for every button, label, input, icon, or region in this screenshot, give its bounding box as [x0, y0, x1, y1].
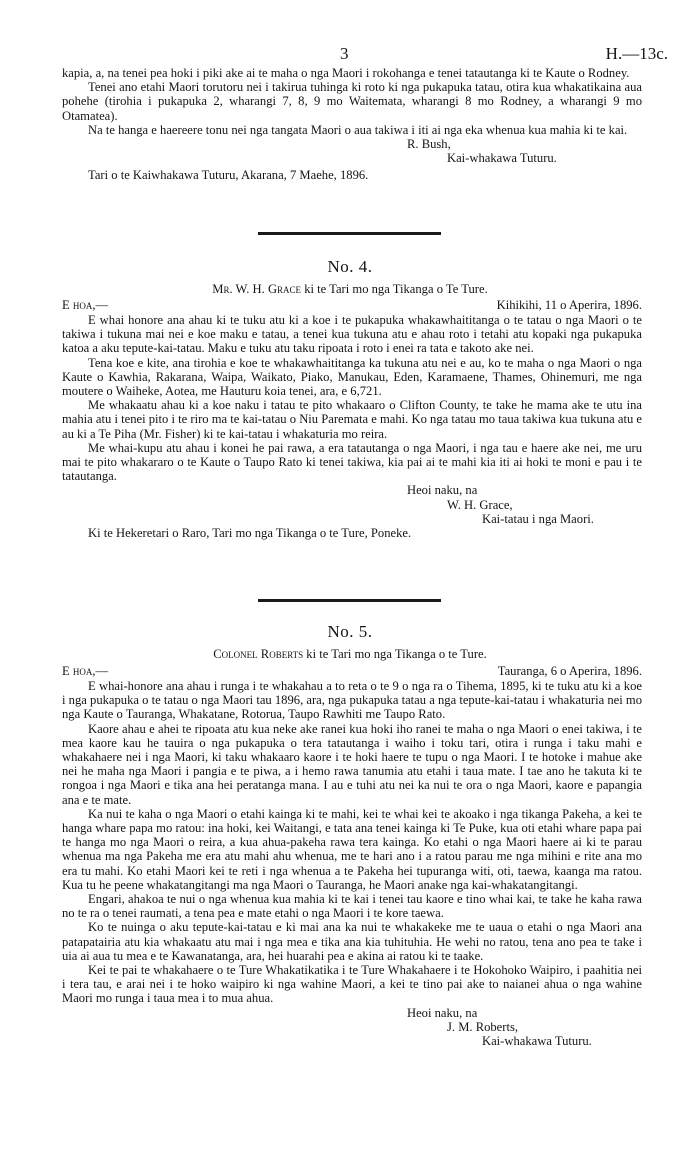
signature-title: Kai-whakawa Tuturu.: [482, 1034, 592, 1049]
section-divider: [258, 232, 441, 235]
letter-no5: [62, 664, 642, 1048]
greeting: E hoa,—: [62, 664, 109, 678]
section-heading-no4: No. 4.: [327, 257, 373, 276]
signature-title: Kai-whakawa Tuturu.: [447, 151, 557, 166]
signature-name: W. H. Grace,: [447, 497, 513, 512]
greeting-row: [62, 298, 642, 313]
closing: Heoi naku, na: [407, 1005, 478, 1020]
paragraph: Ka nui te kaha o nga Maori o etahi kainga ki te mahi, kei te whai kei te akoako i nga tikanga Pakeha, a kei te hanga whare papa mo ratou: ina hoki, kei Waitangi, e tata ana tenei kainga ki Te Puke, kua oti etahi whare papa pai te hanga mo nga Maori o reira, a kua ahua-pakeha rawa tera kainga. Ko etahi o nga Maori haere ai ki te parau whenua ma nga Pakeha me era atu mahi ahu whenua, me te hari ano i a ratou parau me nga mihini e rite ana mo era tu mahi. Ko etahi Maori kei te reti i nga whenua a te Pakeha hei tupuranga witi, oti, taewa, kaanga ma ratou. Kua tu he peene whakatangitangi ma nga Maori o Tauranga, he Maori anake nga kai-whakatangitangi.: [62, 806, 642, 892]
paragraph: Tenei ano etahi Maori torutoru nei i takirua tuhinga ki roto ki nga pukapuka tatau, otira kua whakatikaina aua pohehe (tirohia i pukapuka 2, wharangi 7, 8, 9 mo Waitemata, wharangi 8 mo Rodney, a wharangi 9 mo Otamatea).: [62, 80, 642, 123]
signature-name: R. Bush,: [407, 137, 451, 152]
letter-no4: [62, 298, 642, 540]
paragraph: Engari, ahakoa te nui o nga whenua kua mahia ki te kai i tenei tau kaore e tino whai kai, te take he kaha rawa no te ra o tenei raumati, a tena pea e mate etahi o nga Maori i te kore taewa.: [62, 892, 642, 921]
document-reference: H.—13c.: [605, 44, 668, 63]
dateline: Tauranga, 6 o Aperira, 1896.: [497, 664, 642, 678]
paragraph: E whai-honore ana ahau i runga i te whakahau a to reta o te 9 o nga ra o Tihema, 1895, ki te tuku atu ki a koe i nga pukapuka o te tatau o nga Maori tau 1896, ara, nga pukapuka tatau a nga tepute-kai-tatau i whakaturia nei mo nga Kaute o Tauranga, Whakatane, Rotorua, Taupo Rawhiti me Taupo Rato.: [62, 679, 642, 722]
letter-subtitle: [0, 647, 700, 662]
sender-name: Colonel Roberts: [213, 647, 304, 661]
paragraph: Me whakaatu ahau ki a koe naku i tatau te pito whakaaro o Clifton County, te take he mama ake te utu ina mahia atu i tenei pito i te riro ma te kai-tatau o Niu Paremata e mahi. Ko nga tatau mo taua takiwa kua tukuna atu e au ki a Te Piha (Mr. Fisher) ki te kai-tatau i whakaturia mo reira.: [62, 398, 642, 441]
continued-report: [62, 66, 642, 183]
paragraph: Tena koe e kite, ana tirohia e koe te whakawhaititanga ka tukuna atu nei e au, ko te maha o nga Maori o nga Kaute o Kawhia, Rakarana, Waipa, Waikato, Piako, Manukau, Eden, Karamaene, Thames, Ohinemuri, me nga moutere o Waiheke, Aotea, me Hauturu koia tenei, ara, e 6,721.: [62, 355, 642, 399]
paragraph: E whai honore ana ahau ki te tuku atu ki a koe i te pukapuka whakawhaititanga o te tatau o nga Maori o te takiwa i tukuna mai nei e koe maku e tatau, a tenei kua tukuna atu e ahau roto i tetahi atu kopaki nga pukapuka katoa a aku tepute-kai-tatau. Maku e tuku atu taku ripoata i roto i enei ra tata e takoto ake nei.: [62, 313, 642, 356]
recipient: ki te Tari mo nga Tikanga o te Ture.: [303, 647, 487, 661]
paragraph: Kei te pai te whakahaere o te Ture Whakatikatika i te Ture Whakahaere i te Hokohoko Waipiro, i paahitia nei i tera tau, e arai nei i te hoko waipiro ki nga wahine Maori, a kei te tino pai ake to naianei ahua o nga wahine Maori mo runga i taua mea i to mua ahua.: [62, 963, 642, 1006]
sender-name: Mr. W. H. Grace: [212, 282, 302, 296]
section-heading-no5: No. 5.: [327, 622, 373, 641]
signature-title: Kai-tatau i nga Maori.: [482, 511, 594, 526]
section-divider: [258, 599, 441, 602]
paragraph: Me whai-kupu atu ahau i konei he pai rawa, a era tatautanga o nga Maori, i nga tau e haere ake nei, me uru mai te pito whakararo o te Kaute o Taupo Rato ki tenei takiwa, kia pai ai te mahi kia iti ai hoki te moni e pau i te tatautanga.: [62, 440, 642, 484]
paragraph: Kaore ahau e ahei te ripoata atu kua neke ake ranei kua hoki iho ranei te maha o nga Maori o enei takiwa, i te mea kaore kau he tauira o nga pukapuka o tera tatautanga i waiho i toku tari, otira i runga i taku mahi e whakahaere nei i nga Maori, ki taku whakaaro kaore i te hoki haere te tupu o nga Maori. I te hotoke i mahue ake nei he maha nga Maori i pangia e te piwa, a i hemo rawa tanumia atu etahi i taua mate. I tae ano he takuta ki te rongoa i nga Maori e tika ana hei peratanga mana. I au e tuhi atu nei ka nui te ora o nga Maori, kaore e papangia ana e te mate.: [62, 721, 642, 807]
greeting-row: [62, 664, 642, 679]
signature-name: J. M. Roberts,: [447, 1019, 519, 1034]
closing: Heoi naku, na: [407, 483, 478, 498]
letter-subtitle: [0, 282, 700, 297]
dateline: Kihikihi, 11 o Aperira, 1896.: [496, 298, 642, 312]
recipient: ki te Tari mo nga Tikanga o Te Ture.: [301, 282, 488, 296]
address-line: Ki te Hekeretari o Raro, Tari mo nga Tikanga o te Ture, Poneke.: [88, 526, 412, 541]
paragraph: kapia, a, na tenei pea hoki i piki ake ai te maha o nga Maori i rokohanga e tenei tatautanga ki te Kaute o Rodney.: [62, 66, 630, 80]
page-number: 3: [340, 44, 349, 63]
greeting: E hoa,—: [62, 298, 109, 312]
office-dateline: Tari o te Kaiwhakawa Tuturu, Akarana, 7 Maehe, 1896.: [88, 168, 369, 183]
paragraph: Na te hanga e haereere tonu nei nga tangata Maori o aua takiwa i iti ai nga eka whenua kua mahia ki te kai.: [88, 122, 628, 137]
paragraph: Ko te nuinga o aku tepute-kai-tatau e ki mai ana ka nui te whakakeke me te uaua o etahi o nga Maori ana patapatairia atu kia whakaatu atu mai i nga mea e tika ana kia tuhituhia. He wehi no ratou, tena ano pea te take i uia ai aua tu mea e te Kawanatanga, ara, hei huarahi pea e akina ai ratou ki te taake.: [62, 920, 642, 963]
